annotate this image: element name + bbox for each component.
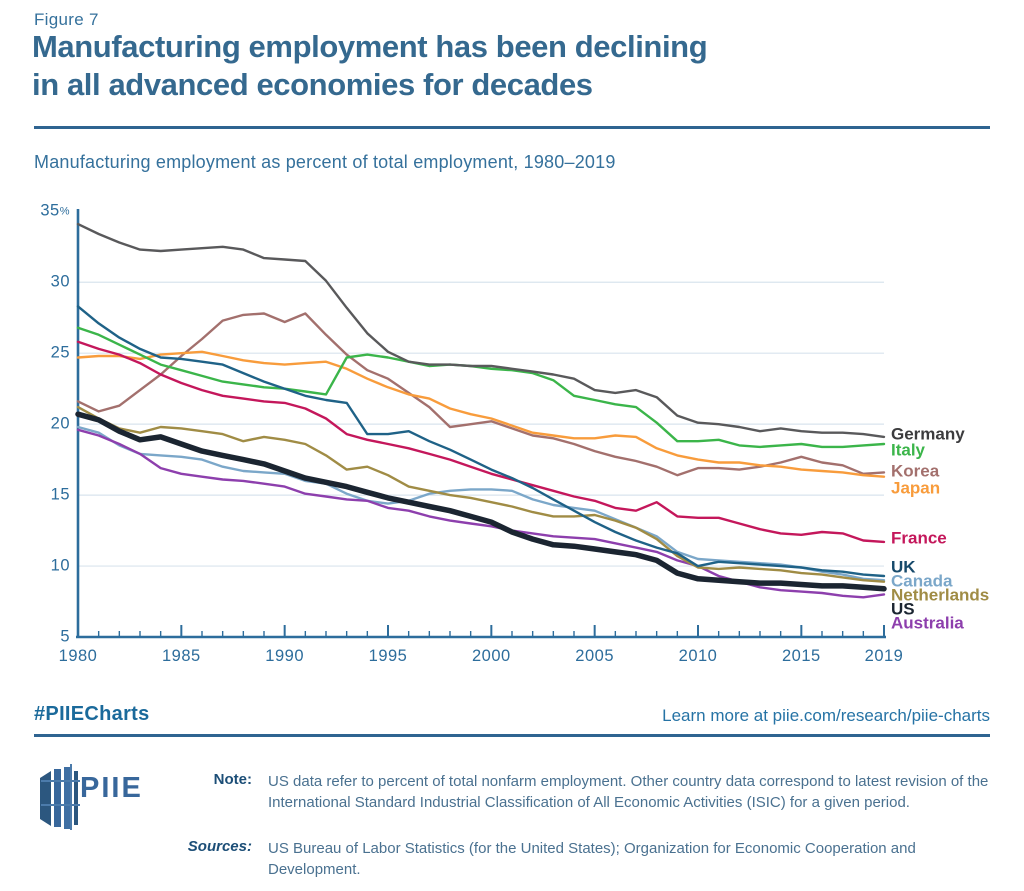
learn-more-link[interactable]: Learn more at piie.com/research/piie-charts	[662, 706, 990, 725]
x-axis-label-1995: 1995	[368, 647, 408, 665]
y-axis-label-20: 20	[50, 414, 70, 433]
piie-charts-hashtag: #PIIECharts	[34, 703, 150, 725]
figure-label: Figure 7	[34, 10, 99, 29]
note-label: Note:	[213, 771, 252, 788]
series-label-netherlands: Netherlands	[891, 585, 990, 605]
x-axis-label-2010: 2010	[678, 647, 718, 665]
line-chart	[0, 195, 1024, 695]
x-axis-label-1985: 1985	[161, 647, 201, 665]
page-title	[32, 28, 1012, 104]
x-axis-label-1980: 1980	[58, 647, 98, 665]
sources-label: Sources:	[187, 838, 252, 855]
y-axis-label-10: 10	[50, 556, 70, 575]
y-axis-label-30: 30	[50, 272, 70, 291]
series-line-france	[78, 342, 884, 542]
footer-divider	[34, 734, 990, 737]
series-label-japan: Japan	[891, 478, 941, 498]
title-divider	[34, 126, 990, 129]
series-line-japan	[78, 352, 884, 477]
series-line-italy	[78, 328, 884, 447]
y-axis-label-25: 25	[50, 343, 70, 362]
series-label-canada: Canada	[891, 571, 953, 591]
x-axis-label-1990: 1990	[265, 647, 305, 665]
series-label-korea: Korea	[891, 461, 940, 481]
series-label-uk: UK	[891, 557, 916, 577]
x-axis-label-2000: 2000	[471, 647, 511, 665]
x-axis-label-2015: 2015	[781, 647, 821, 665]
series-label-france: France	[891, 528, 947, 548]
x-axis-label-2005: 2005	[575, 647, 615, 665]
chart-subtitle: Manufacturing employment as percent of total employment, 1980–2019	[34, 152, 616, 172]
piie-logo-text: PIIE	[80, 772, 143, 804]
series-line-uk	[78, 306, 884, 576]
series-line-netherlands	[78, 407, 884, 582]
sources-text: US Bureau of Labor Statistics (for the United States); Organization for Economic Cooperation and Development.	[268, 840, 916, 878]
y-axis-label-5: 5	[60, 627, 70, 646]
series-label-us: US	[891, 599, 915, 619]
series-label-germany: Germany	[891, 424, 965, 444]
x-axis-label-2019: 2019	[864, 647, 904, 665]
title-line-2: in all advanced economies for decades	[32, 67, 593, 102]
series-line-australia	[78, 430, 884, 598]
series-label-australia: Australia	[891, 613, 964, 633]
note-text: US data refer to percent of total nonfarm employment. Other country data correspond to latest revision of the International Standard Industrial Classification of All Economic Activities (ISIC) for a given period.	[268, 773, 989, 811]
title-line-1: Manufacturing employment has been declining	[32, 29, 708, 64]
y-axis-label-35: 35%	[40, 201, 70, 220]
series-label-italy: Italy	[891, 440, 926, 460]
y-axis-label-15: 15	[50, 485, 70, 504]
series-line-germany	[78, 224, 884, 437]
